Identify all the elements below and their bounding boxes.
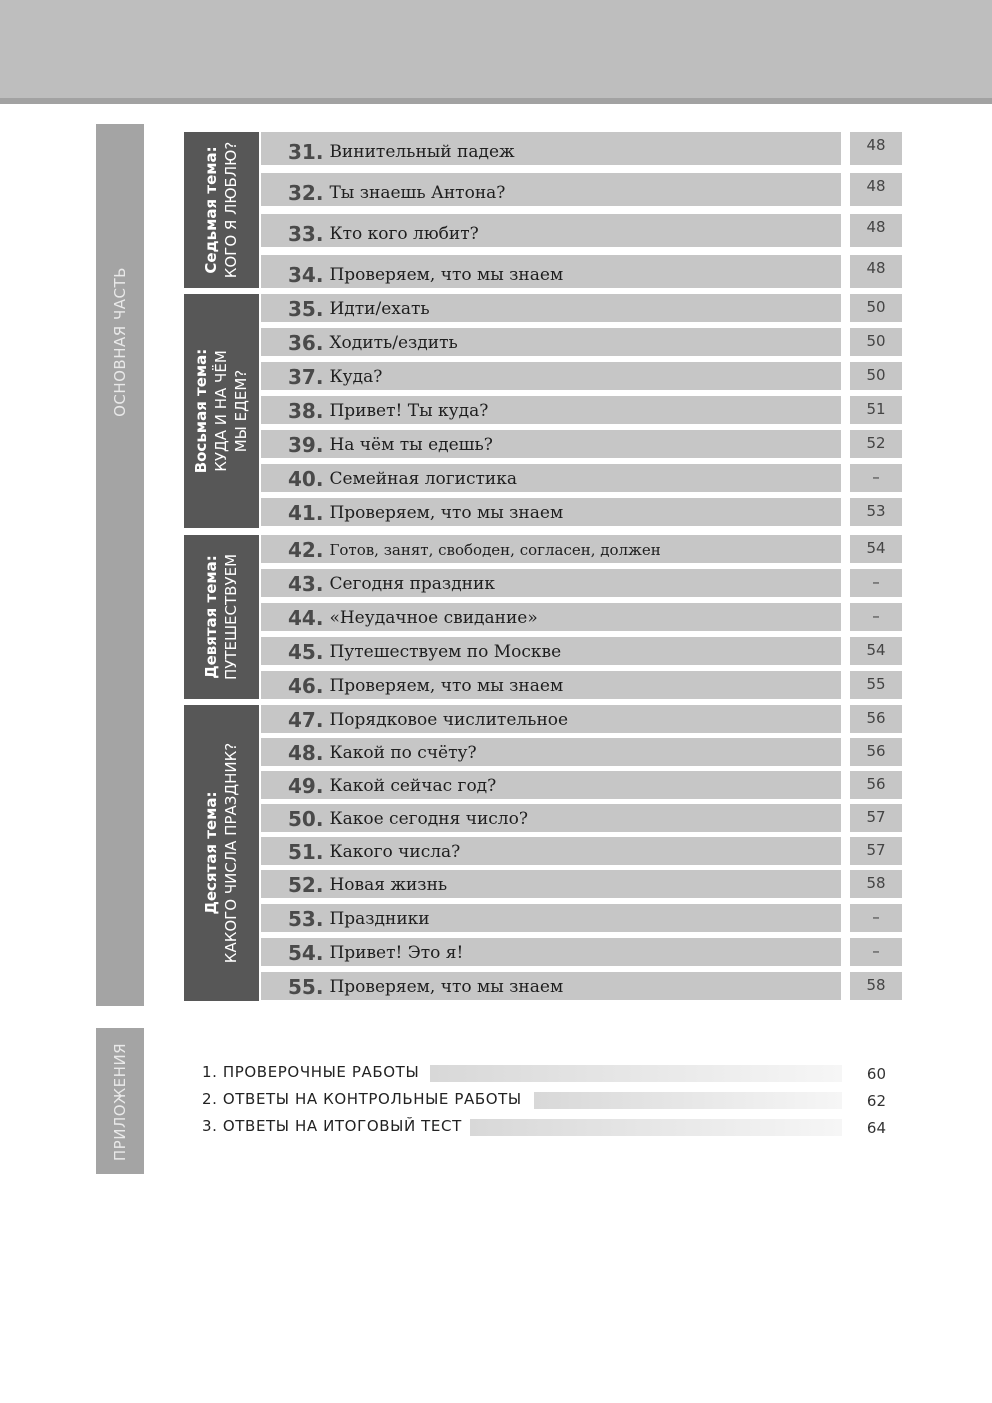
lesson-row[interactable] [261,464,841,492]
lesson-row[interactable] [261,671,841,699]
appendix-page: 64 [866,1119,886,1137]
lesson-page-box [850,132,902,165]
lesson-number: 42. [288,538,324,562]
lesson-row[interactable] [261,804,841,832]
lesson-title: На чём ты едешь? [329,435,493,455]
side-tab-appendix-label: ПРИЛОЖЕНИЯ [111,1042,129,1162]
lesson-page-box [850,396,902,424]
lesson-number: 45. [288,640,324,664]
appendix-row[interactable] [202,1088,886,1112]
appendix-leader [534,1092,842,1109]
lesson-title: Праздники [329,909,430,929]
lesson-page-box [850,173,902,206]
lesson-page-box [850,294,902,322]
lesson-row[interactable] [261,904,841,932]
topic-name: Десятая тема: [202,791,220,915]
lesson-number: 50. [288,807,324,831]
lesson-page-box [850,804,902,832]
lesson-row[interactable] [261,569,841,597]
topic-block-7 [184,132,259,288]
lesson-page: – [872,607,880,625]
topic-subtitle: КУДА И НА ЧЁМ [212,350,230,472]
lesson-page-box [850,904,902,932]
topic-subtitle: ПУТЕШЕСТВУЕМ [222,553,240,681]
topic-subtitle: КОГО Я ЛЮБЛЮ? [222,141,240,279]
lesson-row[interactable] [261,972,841,1000]
lesson-number: 34. [288,263,324,287]
lesson-title: «Неудачное свидание» [329,608,538,628]
appendix-label: 2. ОТВЕТЫ НА КОНТРОЛЬНЫЕ РАБОТЫ [202,1090,528,1108]
topic-block-9 [184,535,259,699]
topic-block-8 [184,294,259,528]
lesson-row[interactable] [261,837,841,865]
lesson-page-box [850,603,902,631]
lesson-title: Путешествуем по Москве [329,642,562,662]
topic-name: Восьмая тема: [192,348,210,474]
lesson-page: – [872,942,880,960]
lesson-page: – [872,573,880,591]
lesson-row[interactable] [261,255,841,288]
lesson-number: 48. [288,741,324,765]
lesson-title: Проверяем, что мы знаем [329,503,564,523]
lesson-row[interactable] [261,705,841,733]
lesson-page-box [850,569,902,597]
lesson-row[interactable] [261,362,841,390]
lesson-title: Привет! Ты куда? [329,401,489,421]
lesson-title: Сегодня праздник [329,574,495,594]
lesson-page-box [850,771,902,799]
lesson-title: Винительный падеж [329,142,515,162]
lesson-title: Привет! Это я! [329,943,464,963]
appendix-row[interactable] [202,1115,886,1139]
lesson-title: Какого числа? [329,842,461,862]
lesson-number: 52. [288,873,324,897]
lesson-page: 57 [866,841,886,859]
lesson-page-box [850,870,902,898]
lesson-page: 48 [866,259,886,277]
side-tab-main-label: ОСНОВНАЯ ЧАСТЬ [111,267,129,417]
lesson-number: 47. [288,708,324,732]
lesson-page-box [850,362,902,390]
lesson-title: Семейная логистика [329,469,518,489]
lesson-title: Идти/ехать [329,299,430,319]
lesson-number: 49. [288,774,324,798]
lesson-page: – [872,908,880,926]
lesson-row[interactable] [261,938,841,966]
lesson-number: 39. [288,433,324,457]
lesson-page: 52 [866,434,886,452]
lesson-number: 55. [288,975,324,999]
lesson-page: 53 [866,502,886,520]
lesson-row[interactable] [261,870,841,898]
lesson-title: Новая жизнь [329,875,448,895]
lesson-page-box [850,430,902,458]
lesson-number: 32. [288,181,324,205]
lesson-number: 33. [288,222,324,246]
lesson-title: Ты знаешь Антона? [329,183,506,203]
lesson-number: 54. [288,941,324,965]
lesson-number: 53. [288,907,324,931]
lesson-row[interactable] [261,498,841,526]
lesson-page-box [850,328,902,356]
lesson-page-box [850,637,902,665]
topic-subtitle: КАКОГО ЧИСЛА ПРАЗДНИК? [222,742,240,964]
lesson-number: 36. [288,331,324,355]
lesson-page-box [850,938,902,966]
side-tab-main [96,124,144,1006]
lesson-page-box [850,498,902,526]
lesson-title: Проверяем, что мы знаем [329,676,564,696]
lesson-row[interactable] [261,430,841,458]
lesson-number: 44. [288,606,324,630]
lesson-row[interactable] [261,535,841,563]
lesson-page-box [850,255,902,288]
lesson-page-box [850,837,902,865]
appendix-label: 1. ПРОВЕРОЧНЫЕ РАБОТЫ [202,1063,425,1081]
lesson-title: Какой по счёту? [329,743,477,763]
lesson-page: 54 [866,641,886,659]
appendix-leader [470,1119,842,1136]
lesson-title: Готов, занят, свободен, согласен, должен [329,541,661,559]
lesson-row[interactable] [261,771,841,799]
lesson-number: 35. [288,297,324,321]
lesson-page-box [850,464,902,492]
lesson-page-box [850,535,902,563]
lesson-number: 31. [288,140,324,164]
lesson-page: 56 [866,742,886,760]
lesson-page: 56 [866,709,886,727]
lesson-number: 38. [288,399,324,423]
lesson-page: 55 [866,675,886,693]
lesson-row[interactable] [261,132,841,165]
topic-name: Седьмая тема: [202,146,220,274]
lesson-page: 48 [866,218,886,236]
lesson-page: 51 [866,400,886,418]
lesson-page-box [850,972,902,1000]
lesson-page: 58 [866,874,886,892]
topic-name: Девятая тема: [202,555,220,679]
lesson-number: 40. [288,467,324,491]
lesson-page-box [850,705,902,733]
lesson-title: Ходить/ездить [329,333,458,353]
lesson-title: Проверяем, что мы знаем [329,977,564,997]
lesson-page: 56 [866,775,886,793]
lesson-title: Кто кого любит? [329,224,479,244]
lesson-title: Куда? [329,367,383,387]
lesson-number: 46. [288,674,324,698]
lesson-row[interactable] [261,294,841,322]
appendix-row[interactable] [202,1061,886,1085]
lesson-page-box [850,738,902,766]
lesson-page: 48 [866,177,886,195]
lesson-page: – [872,468,880,486]
lesson-page: 57 [866,808,886,826]
lesson-number: 43. [288,572,324,596]
lesson-page: 54 [866,539,886,557]
lesson-row[interactable] [261,214,841,247]
lesson-page-box [850,214,902,247]
appendix-leader [430,1065,842,1082]
lesson-row[interactable] [261,173,841,206]
lesson-page-box [850,671,902,699]
lesson-number: 41. [288,501,324,525]
lesson-title: Какое сегодня число? [329,809,528,829]
lesson-page: 58 [866,976,886,994]
lesson-number: 51. [288,840,324,864]
appendix-page: 60 [866,1065,886,1083]
lesson-page: 50 [866,366,886,384]
appendix-label: 3. ОТВЕТЫ НА ИТОГОВЫЙ ТЕСТ [202,1117,468,1135]
lesson-page: 50 [866,332,886,350]
lesson-page: 50 [866,298,886,316]
lesson-row[interactable] [261,603,841,631]
lesson-title: Какой сейчас год? [329,776,497,796]
lesson-title: Проверяем, что мы знаем [329,265,564,285]
lesson-row[interactable] [261,738,841,766]
appendix-page: 62 [866,1092,886,1110]
topic-block-10 [184,705,259,1001]
lesson-row[interactable] [261,328,841,356]
lesson-number: 37. [288,365,324,389]
lesson-title: Порядковое числительное [329,710,569,730]
side-tab-appendix [96,1028,144,1174]
lesson-page: 48 [866,136,886,154]
lesson-row[interactable] [261,637,841,665]
lesson-row[interactable] [261,396,841,424]
topic-subtitle: МЫ ЕДЕМ? [232,369,250,453]
page-header-band [0,0,992,104]
